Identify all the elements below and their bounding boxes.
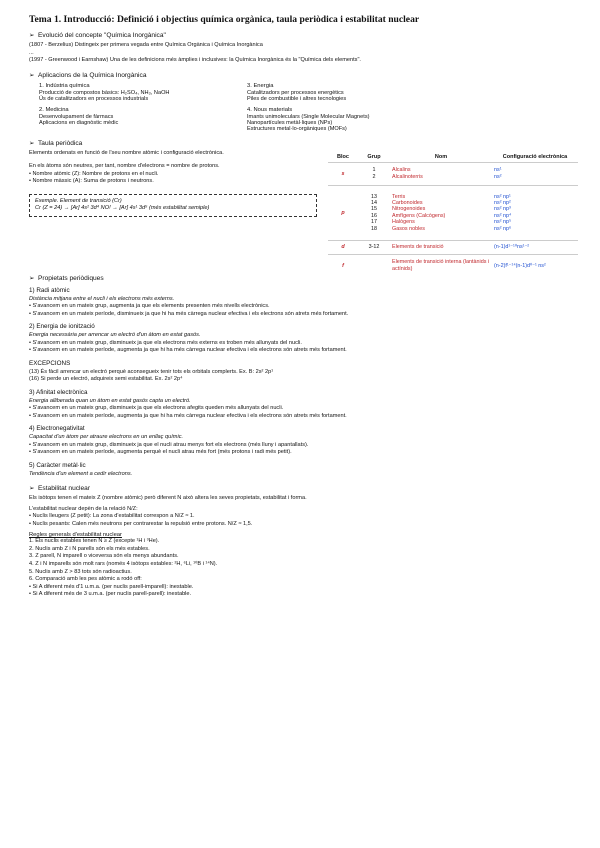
section-heading: ➢ Propietats periòdiques [29,274,104,282]
table-row: s 1 2 Alcalins Alcalinoterris ns¹ ns² [328,162,578,185]
periodic-text: Elements ordenats en funció de l'seu nombre atòmic i configuració electrònica. En els àtoms són neutres, per tant, nombre d'electrons = nombre de protons. • Nombre atòmic (Z): Nombre de protons en el nucli. • Nombre màssic (A): Suma de protons i neutrons. Exemple. Element de transició (Cr) Cr (Z = 24) → [Ar] 4s² 3d⁴ NO! → [Ar] 4s¹ 3d⁵ (més estabilitat semiple) [29,150,329,217]
section-heading: ➢ Taula periòdica [29,139,83,147]
periodic-table-section [29,149,577,272]
property-title: 5) Caràcter metàl·lic [29,461,86,469]
arrow-icon: ➢ [29,485,35,493]
rules-title: Regles generals d'estabilitat nuclear [29,532,122,539]
property-title: 1) Radi atòmic [29,286,70,294]
table-row: p 13 14 15 16 17 18 Terris Carbonoides Nitrogenoides Amfígens (Calcògens) Halògens Gasos nobles ns² np¹ ns² np² ns² np³ ns² np⁴ ns² np⁵ ns² np⁶ [328,185,578,240]
arrow-icon: ➢ [29,274,35,282]
exceptions-title: EXCEPCIONS [29,359,71,367]
example-box: Exemple. Element de transició (Cr) Cr (Z = 24) → [Ar] 4s² 3d⁴ NO! → [Ar] 4s¹ 3d⁵ (més estabilitat semiple) [29,194,317,217]
arrow-icon: ➢ [29,32,35,39]
page-title: Tema 1. Introducció: Definició i objectius química orgànica, taula periòdica i estabilitat nuclear [29,14,420,25]
application-block: 3. Energia Catalitzadors per processos energètics Piles de combustible i altres tecnologies [247,82,347,103]
periodic-blocks-table: Bloc Grup Nom Configuració electrònica s 1 2 Alcalins Alcalinoterris ns¹ ns² p 13 14 15 16 17 18 Terris Carbonoides Nitrogenoides Amfígens (Calcògens) Halògens Gasos nobles ns² np¹ ns² np² ns² np³ ns² np⁴ ns² np⁵ ns² np⁶ d 3-12 Elements de transició (n-1)d¹⁻¹⁰ns¹⁻² f Elements de transició interna (lantànids i actínids) (n-2)f¹⁻¹⁴(n-1)d⁰⁻¹ ns² [328,152,578,277]
text-line: (1807 - Berzelius) Distingeix per primera vegada entre Química Orgànica i Química Inorgànica [29,42,263,48]
text-line: ... [29,49,34,56]
applications-grid [39,83,577,133]
table-row: f Elements de transició interna (lantànids i actínids) (n-2)f¹⁻¹⁴(n-1)d⁰⁻¹ ns² [342,259,546,272]
arrow-icon: ➢ [29,71,35,79]
property-title: 4) Electronegativitat [29,425,85,433]
application-block: 4. Nous materials Imants unimoleculars (Single Molecular Magnets) Nanopartícules metàl·liques (NPs) Estructures metal·lo-orgàniques (MOFs) [247,106,370,133]
section-heading: ➢ Aplicacions de la Química Inorgànica [29,71,147,79]
application-block: 1. Indústria química Producció de compostos bàsics: H₂SO₄, NH₃, NaOH Ús de catalitzadors en processos industrials [39,82,170,103]
property-title: 3) Afinitat electrònica [29,388,88,396]
application-block: 2. Medicina Desenvolupament de fàrmacs Aplicacions en diagnòstic mèdic [39,106,119,126]
property-title: 2) Energia de ionització [29,323,95,331]
arrow-icon: ➢ [29,139,35,147]
document-page: Tema 1. Introducció: Definició i objectius química orgànica, taula periòdica i estabilitat nuclear ➢ Evolució del concepte "Química Inorgànica" (1807 - Berzelius) Distingeix per primera vegada entre Química Orgànica i Química Inorgànica ... (1997 - Greenwood i Earnshaw) Una de les definicions més àmplies i inclusives: la Química Inorgànica és la "Química dels elements". ➢ Aplicacions de la Química Inorgànica 1. Indústria química Producció de compostos bàsics: H₂SO₄, NH₃, NaOH Ús de catalitzadors en processos industrials 3. Energia Catalitzadors per processos energètics Piles de combustible i altres tecnologies 2. Medicina Desenvolupament de fàrmacs Aplicacions en diagnòstic mèdic 4. Nous materials Imants unimoleculars (Single Molecular Magnets) Nanopartícules metàl·liques (NPs) Estructures metal·lo-orgàniques (MOFs) ➢ Taula periòdica Elements ordenats en funció de l'seu nombre atòmic i configuració electrònica. En els àtoms són neutres, per tant, nombre d'electrons = nombre de protons. • Nombre atòmic (Z): Nombre de protons en el nucli. • Nombre màssic (A): Suma de protons i neutrons. Exemple. Element de transició (Cr) Cr (Z = 24) → [Ar] 4s² 3d⁴ NO! → [Ar] 4s¹ 3d⁵ (més estabilitat semiple) Bloc Grup Nom Configuració electrònica s 1 2 Alcalins Alcalinoterris ns¹ ns² p 13 14 15 16 17 18 Terris Carbonoides Nitrogenoides Amfígens (Calcògens) Halògens Gasos nobles ns² np¹ ns² np² ns² np³ ns² np⁴ ns² np⁵ ns² np⁶ d 3-12 Elements de transició (n-1)d¹⁻¹⁰ns¹⁻² f Elements de transició interna (lantànids i actínids) (n-2)f¹⁻¹⁴(n-1)d⁰⁻¹ ns² ➢ Propietats periòdiques 1) Radi atòmic Distància mitjana entre el nucli i els electrons més externs. • S'avancem en un mateix grup, augmenta ja que els elements presenten més nivells electrònics. • S'avancem en un mateix període, disminueix ja que hi ha més càrrega nuclear efectiva i els electrons són atrets més fortament. 2) Energia de ionització Energia necessària per arrencar un electró d'un àtom en estat gasós. • S'avancem en un mateix grup, disminueix ja que els electrons més externs es troben més allunyats del nucli. • S'avancem en un mateix període, augmenta ja que hi ha més càrrega nuclear efectiva i els electrons són atrets més fortament. EXCEPCIONS (13) És fàcil arrencar un electró perquè aconsegueix tenir tots els orbitals complerts. Ex. B: 2s² 2p¹ (16) Si perde un electró, adquireix semi estabilitat. Ex. 2s² 2p⁴ 3) Afinitat electrònica Energia alliberada quan un àtom en estat gasós capta un electró. • S'avancem en un mateix grup, disminueix ja que els electrons afegits queden més allunyats del nucli. • S'avancem en un mateix període, augmenta ja que hi ha més càrrega nuclear efectiva i els electrons són atrets més fortament. 4) Electronegativitat Capacitat d'un àtom per atraure electrons en un enllaç químic. • S'avancem en un mateix grup, disminueix ja que el nucli atrau menys fort els electrons (més lluny i apantallats). • S'avancem en un mateix període, augmenta perquè el nucli atrau més fort (més protons i radi més petit). 5) Caràcter metàl·lic Tendència d'un element a cedir electrons. ➢ Estabilitat nuclear Els isòtops tenen el mateix Z (nombre atòmic) però diferent N això altera les seves propietats, estabilitat i forma. L'estabilitat nuclear depèn de la relació N/Z: • Nuclis lleugers (Z petit): La zona d'estabilitat correspon a N/Z ≈ 1. • Nuclis pesants: Calen més neutrons per contrarestar la repulsió entre protons. N/Z ≈ 1,5. Regles generals d'estabilitat nuclear 1. Els nuclis estables tenen N ≥ Z (excepte ¹H i ³He). 2. Nuclis amb Z i N parells són els més estables. 3. Z parell, N imparell o viceversa són els menys abundants. 4. Z i N imparells són molt rars (només 4 isòtops estables: ²H, ⁶Li, ¹⁰B i ¹⁴N). 5. Nuclis amb Z > 83 tots són radioactius. 6. Comparació amb les pes atòmic a rodó off: • Si A diferent més d'1 u.m.a. (per nuclis parell-imparell): inestable. • Si A diferent més de 3 u.m.a. (per nuclis parell-parell): inestable. [29,14,577,599]
text-line: (1997 - Greenwood i Earnshaw) Una de les definicions més àmplies i inclusives: la Química Inorgànica és la "Química dels elements". [29,57,361,64]
section-heading: ➢ Estabilitat nuclear [29,485,91,493]
section-heading: ➢ Evolució del concepte "Química Inorgànica" [29,32,166,39]
table-row: d 3-12 Elements de transició (n-1)d¹⁻¹⁰ns¹⁻² [328,240,578,254]
